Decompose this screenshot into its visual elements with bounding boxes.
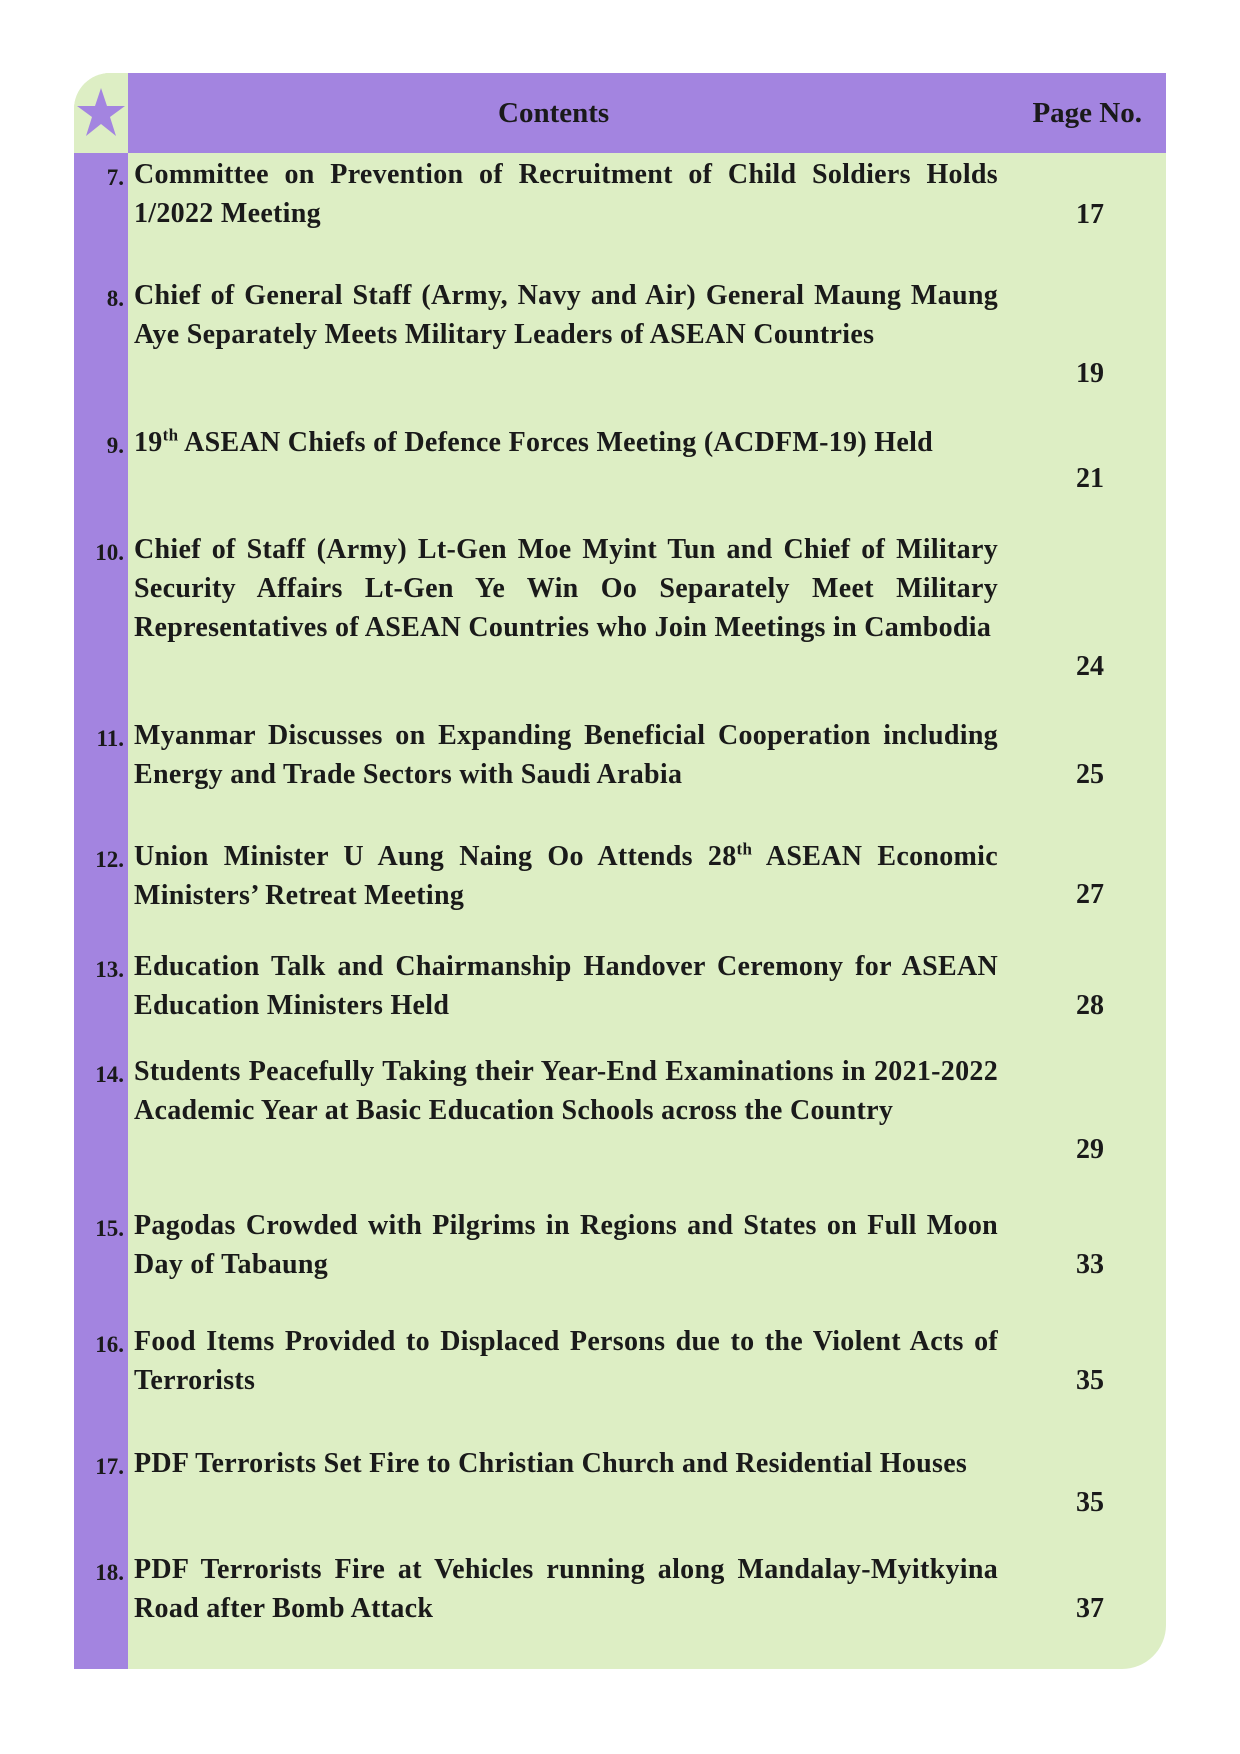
ordinal-suffix: th: [736, 839, 753, 859]
entry-title[interactable]: Education Talk and Chairmanship Handover Ceremony for ASEAN Education Ministers Held: [134, 951, 998, 1021]
entry-title[interactable]: Chief of Staff (Army) Lt-Gen Moe Myint Tun and Chief of Military Security Affairs Lt-Gen Ye Win Oo Separately Meet Military Representatives of ASEAN Countries who Join Meetings in Cambodia: [134, 534, 998, 643]
entry-title[interactable]: Committee on Prevention of Recruitment of Child Soldiers Holds 1/2022 Meeting: [134, 159, 998, 229]
entry-page: 25: [1076, 759, 1104, 790]
entry-number: 16.: [95, 1332, 124, 1357]
entry-page: 35: [1076, 1365, 1104, 1396]
entry-number: 10.: [95, 540, 124, 565]
entry-page: 21: [1076, 463, 1104, 494]
entry-page: 29: [1076, 1134, 1104, 1165]
entry-page: 28: [1076, 990, 1104, 1021]
entry-title-rest: ASEAN Economic Ministers’ Retreat Meeting: [134, 841, 998, 911]
entry-title[interactable]: Students Peacefully Taking their Year-End Examinations in 2021-2022 Academic Year at Basic Education Schools across the Country: [134, 1056, 998, 1126]
entry-title-prefix: Union Minister U Aung Naing Oo Attends 28: [134, 841, 737, 872]
entry-number: 14.: [95, 1062, 124, 1087]
entry-title-rest: ASEAN Chiefs of Defence Forces Meeting (ACDFM-19) Held: [184, 427, 934, 458]
entry-page: 35: [1076, 1487, 1104, 1518]
entry-title[interactable]: [134, 423, 998, 462]
entry-title[interactable]: [134, 837, 998, 915]
page-number-heading: Page No.: [1032, 97, 1142, 129]
ordinal-suffix: th: [162, 425, 179, 445]
entry-title[interactable]: Pagodas Crowded with Pilgrims in Regions and States on Full Moon Day of Tabaung: [134, 1210, 998, 1280]
entry-number: 7.: [106, 165, 124, 190]
contents-panel: [74, 73, 1166, 1669]
entry-page: 19: [1076, 358, 1104, 389]
entry-number: 8.: [106, 286, 124, 311]
entry-title[interactable]: PDF Terrorists Fire at Vehicles running along Mandalay-Myitkyina Road after Bomb Attack: [134, 1554, 998, 1624]
entry-title[interactable]: Food Items Provided to Displaced Persons due to the Violent Acts of Terrorists: [134, 1326, 998, 1396]
entry-title[interactable]: PDF Terrorists Set Fire to Christian Church and Residential Houses: [134, 1448, 968, 1479]
entry-title[interactable]: Myanmar Discusses on Expanding Beneficial Cooperation including Energy and Trade Sectors with Saudi Arabia: [134, 720, 998, 790]
star-cell: [74, 73, 128, 153]
entry-number: 11.: [96, 726, 124, 751]
contents-header: [128, 73, 1166, 153]
entry-number: 18.: [95, 1560, 124, 1585]
entry-title-prefix: 19: [134, 427, 163, 458]
entry-number: 9.: [106, 433, 124, 458]
entry-page: 37: [1076, 1593, 1104, 1624]
entry-number: 15.: [95, 1216, 124, 1241]
entry-number: 17.: [95, 1454, 124, 1479]
entry-page: 24: [1076, 651, 1104, 682]
entry-page: 27: [1076, 879, 1104, 910]
side-strip: [74, 153, 128, 1669]
entry-title[interactable]: Chief of General Staff (Army, Navy and Air) General Maung Maung Aye Separately Meets Military Leaders of ASEAN Countries: [134, 280, 998, 350]
entry-page: 33: [1076, 1249, 1104, 1280]
entry-page: 17: [1076, 199, 1104, 230]
contents-heading: Contents: [498, 97, 610, 129]
entry-number: 13.: [95, 957, 124, 982]
star-icon: [76, 86, 126, 140]
entry-number: 12.: [95, 847, 124, 872]
